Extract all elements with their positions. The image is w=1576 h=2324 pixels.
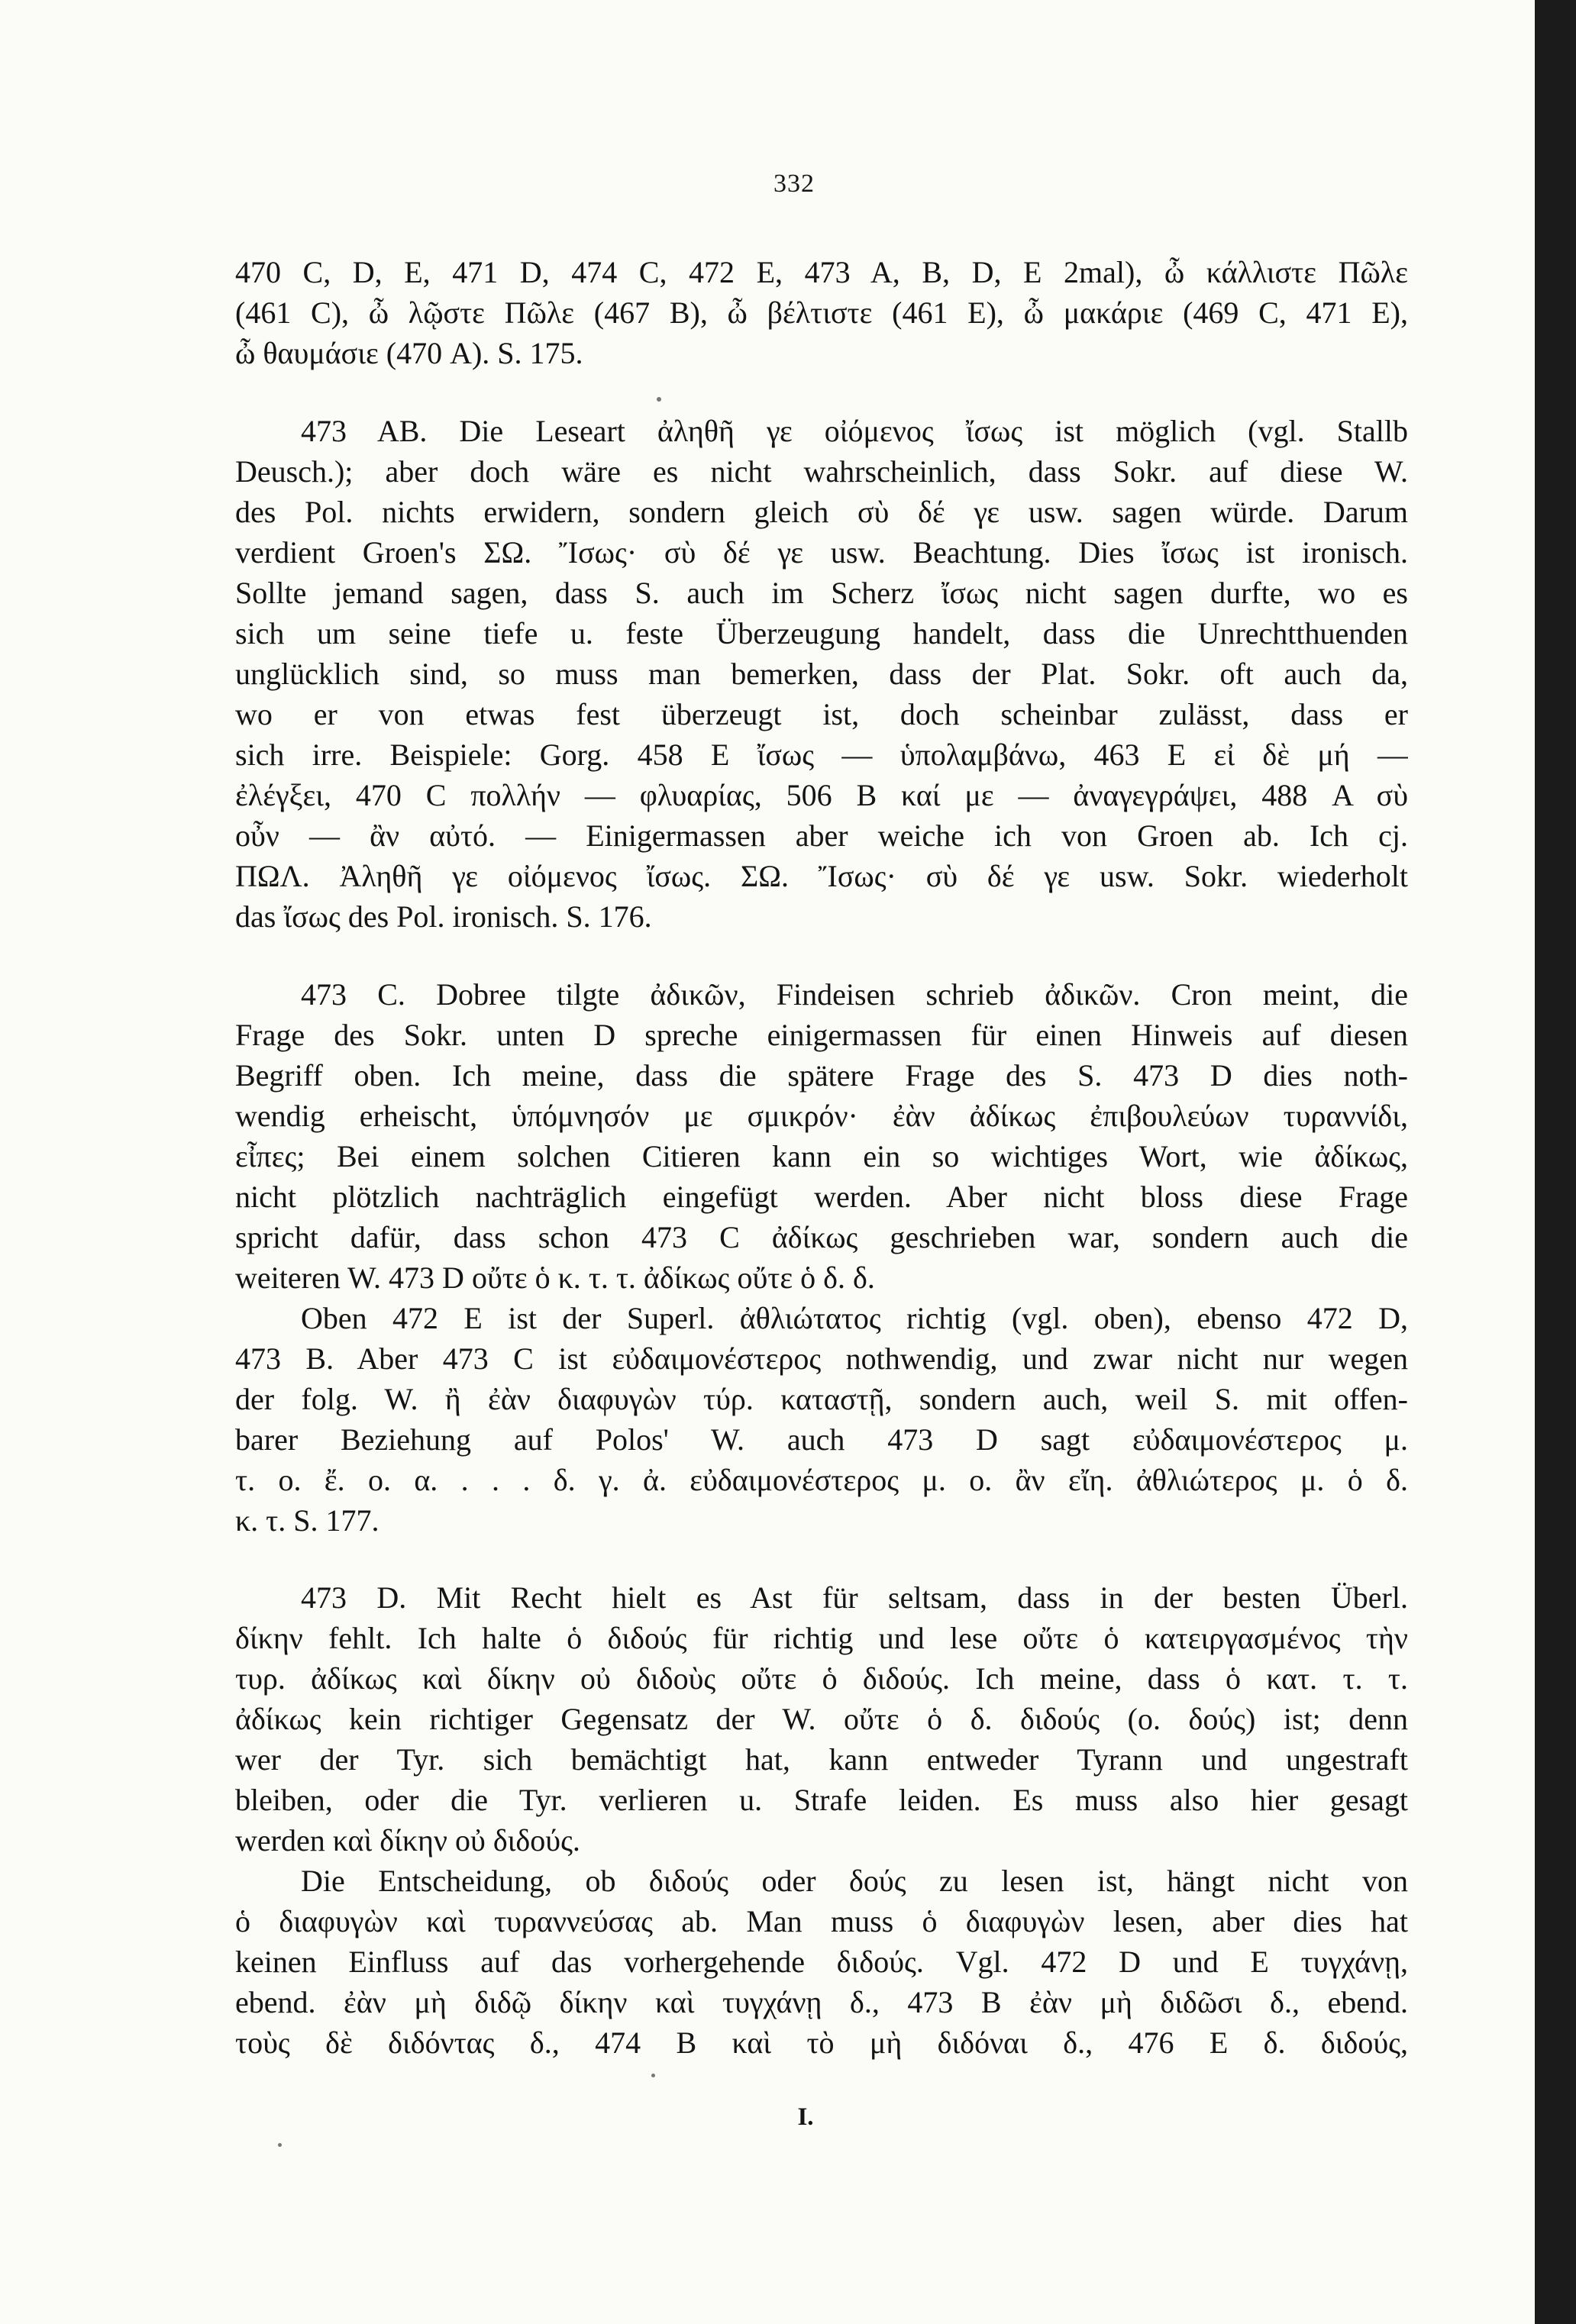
text-line: das ἴσως des Pol. ironisch. S. 176. [235, 899, 652, 934]
text-line: Frage des Sokr. unten D spreche einigermassen für einen Hinweis auf diesen [235, 1018, 1408, 1052]
note-heading-line: 473 C. Dobree tilgte ἀδικῶν, Findeisen schrieb ἀδικῶν. Cron meint, die [301, 977, 1408, 1012]
text-line: Sollte jemand sagen, dass S. auch im Scherz ἴσως nicht sagen durfte, wo es [235, 576, 1408, 610]
text-line: wendig erheischt, ὑπόμνησόν με σμικρόν· ἐὰν ἀδίκως ἐπιβουλεύων τυραννίδι, [235, 1099, 1408, 1133]
text-line: δίκην fehlt. Ich halte ὁ διδούς für richtig und lese οὔτε ὁ κατειργασμένος τὴν [235, 1621, 1408, 1655]
text-line: barer Beziehung auf Polos' W. auch 473 D sagt εὐδαιμονέστερος μ. [235, 1422, 1408, 1457]
text-line: ΠΩΛ. Ἀληθῆ γε οἰόμενος ἴσως. ΣΩ. Ἴσως· σὺ δέ γε usw. Sokr. wiederholt [235, 859, 1408, 893]
note-heading-line: 473 D. Mit Recht hielt es Ast für seltsam, dass in der besten Überl. [301, 1580, 1408, 1615]
text-line: wer der Tyr. sich bemächtigt hat, kann entweder Tyrann und ungestraft [235, 1742, 1408, 1777]
text-line: weiteren W. 473 D οὔτε ὁ κ. τ. τ. ἀδίκως οὔτε ὁ δ. δ. [235, 1260, 875, 1295]
text-line: verdient Groen's ΣΩ. Ἴσως· σὺ δέ γε usw. Beachtung. Dies ἴσως ist ironisch. [235, 535, 1408, 570]
text-line: werden καὶ δίκην οὐ διδούς. [235, 1823, 580, 1858]
text-line: ebend. ἐὰν μὴ διδῷ δίκην καὶ τυγχάνῃ δ., 473 B ἐὰν μὴ διδῶσι δ., ebend. [235, 1985, 1408, 2019]
text-line: 470 C, D, E, 471 D, 474 C, 472 E, 473 A, B, D, E 2mal), ὦ κάλλιστε Πῶλε [235, 255, 1408, 289]
page-number: 332 [773, 169, 815, 198]
scan-speck [651, 2074, 655, 2077]
text-line: εἶπες; Bei einem solchen Citieren kann ein so wichtiges Wort, wie ἀδίκως, [235, 1139, 1408, 1173]
text-line: Die Entscheidung, ob διδούς oder δούς zu lesen ist, hängt nicht von [301, 1864, 1408, 1898]
text-line: wo er von etwas fest überzeugt ist, doch scheinbar zulässt, dass er [235, 697, 1408, 731]
text-line: Begriff oben. Ich meine, dass die spätere Frage des S. 473 D dies noth- [235, 1058, 1408, 1093]
text-line: τ. ο. ἔ. ο. α. . . . δ. γ. ἀ. εὐδαιμονέστερος μ. ο. ἂν εἴη. ἀθλιώτερος μ. ὁ δ. [235, 1463, 1408, 1497]
text-line: κ. τ. S. 177. [235, 1503, 379, 1538]
text-line: Deusch.); aber doch wäre es nicht wahrscheinlich, dass Sokr. auf diese W. [235, 454, 1408, 489]
text-line: der folg. W. ἢ ἐὰν διαφυγὼν τύρ. καταστῇ, sondern auch, weil S. mit offen- [235, 1382, 1408, 1416]
scan-speck [657, 397, 661, 402]
text-line: sich um seine tiefe u. feste Überzeugung handelt, dass die Unrechtthuenden [235, 616, 1408, 650]
text-line: keinen Einfluss auf das vorhergehende διδούς. Vgl. 472 D und E τυγχάνῃ, [235, 1945, 1408, 1979]
text-line: (461 C), ὦ λῷστε Πῶλε (467 B), ὦ βέλτιστε (461 E), ὦ μακάριε (469 C, 471 E), [235, 295, 1408, 330]
text-line: nicht plötzlich nachträglich eingefügt werden. Aber nicht bloss diese Frage [235, 1180, 1408, 1214]
text-line: οὖν — ἂν αὐτό. — Einigermassen aber weiche ich von Groen ab. Ich cj. [235, 818, 1408, 853]
text-line: Oben 472 E ist der Superl. ἀθλιώτατος richtig (vgl. oben), ebenso 472 D, [301, 1301, 1408, 1335]
text-line: 473 B. Aber 473 C ist εὐδαιμονέστερος nothwendig, und zwar nicht nur wegen [235, 1341, 1408, 1376]
text-line: spricht dafür, dass schon 473 C ἀδίκως geschrieben war, sondern auch die [235, 1220, 1408, 1254]
text-line: τοὺς δὲ διδόντας δ., 474 B καὶ τὸ μὴ διδόναι δ., 476 E δ. διδούς, [235, 2025, 1408, 2060]
text-line: des Pol. nichts erwidern, sondern gleich σὺ δέ γε usw. sagen würde. Darum [235, 495, 1408, 529]
text-line: ὦ θαυμάσιε (470 A). S. 175. [235, 336, 583, 370]
text-line: sich irre. Beispiele: Gorg. 458 E ἴσως — ὑπολαμβάνω, 463 E εἰ δὲ μή — [235, 738, 1408, 772]
signature-mark: I. [797, 2103, 814, 2131]
text-line: unglücklich sind, so muss man bemerken, dass der Plat. Sokr. oft auch da, [235, 657, 1408, 691]
scan-speck [278, 2143, 282, 2147]
text-line: ὁ διαφυγὼν καὶ τυραννεύσας ab. Man muss ὁ διαφυγὼν lesen, aber dies hat [235, 1904, 1408, 1938]
text-line: ἐλέγξει, 470 C πολλήν — φλυαρίας, 506 B καί με — ἀναγεγράψει, 488 A σὺ [235, 778, 1408, 812]
text-line: bleiben, oder die Tyr. verlieren u. Strafe leiden. Es muss also hier gesagt [235, 1783, 1408, 1817]
text-line: τυρ. ἀδίκως καὶ δίκην οὐ διδοὺς οὔτε ὁ διδούς. Ich meine, dass ὁ κατ. τ. τ. [235, 1661, 1408, 1696]
text-line: ἀδίκως kein richtiger Gegensatz der W. οὔτε ὁ δ. διδούς (o. δούς) ist; denn [235, 1702, 1408, 1736]
note-heading-line: 473 AB. Die Leseart ἀληθῆ γε οἰόμενος ἴσως ist möglich (vgl. Stallb [301, 414, 1408, 448]
